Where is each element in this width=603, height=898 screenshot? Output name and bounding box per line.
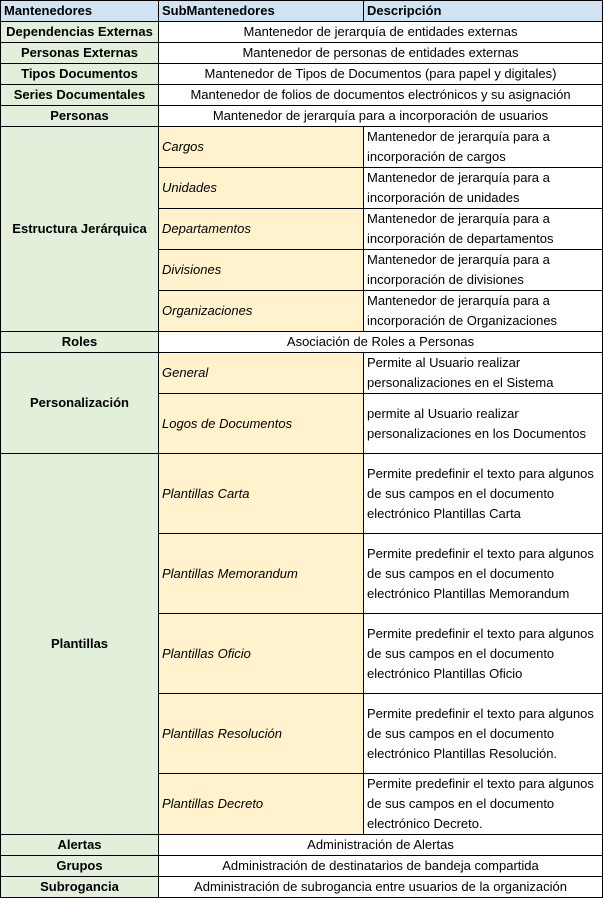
submantenedor-name: Plantillas Oficio [159, 614, 364, 694]
mantenedor-name: Estructura Jerárquica [1, 127, 159, 332]
description: Mantenedor de Tipos de Documentos (para papel y digitales) [159, 64, 603, 85]
submantenedor-name: Logos de Documentos [159, 394, 364, 454]
table-row [1, 106, 603, 127]
mantenedor-name: Personas Externas [1, 43, 159, 64]
submantenedor-name: Unidades [159, 168, 364, 209]
description: Mantenedor de personas de entidades externas [159, 43, 603, 64]
description: Mantenedor de jerarquía para a incorporación de departamentos [364, 209, 603, 250]
mantenedor-name: Roles [1, 332, 159, 353]
mantenedor-name: Subrogancia [1, 877, 159, 898]
header-mantenedores: Mantenedores [1, 1, 159, 22]
description: Asociación de Roles a Personas [159, 332, 603, 353]
table-row [1, 454, 603, 534]
header-submantenedores: SubMantenedores [159, 1, 364, 22]
table-row [1, 353, 603, 394]
submantenedor-name: Departamentos [159, 209, 364, 250]
mantenedor-name: Grupos [1, 856, 159, 877]
mantenedor-name: Series Documentales [1, 85, 159, 106]
description: Mantenedor de jerarquía para a incorporación de divisiones [364, 250, 603, 291]
description: Permite predefinir el texto para algunos de sus campos en el documento electrónico Decreto. [364, 774, 603, 835]
mantenedor-name: Plantillas [1, 454, 159, 835]
submantenedor-name: Organizaciones [159, 291, 364, 332]
mantenedor-name: Dependencias Externas [1, 22, 159, 43]
table-row [1, 877, 603, 898]
submantenedor-name: General [159, 353, 364, 394]
description: Mantenedor de jerarquía de entidades externas [159, 22, 603, 43]
header-row [1, 1, 603, 22]
description: Mantenedor de jerarquía para a incorporación de cargos [364, 127, 603, 168]
header-descripcion: Descripción [364, 1, 603, 22]
description: Permite predefinir el texto para algunos de sus campos en el documento electrónico Plantillas Memorandum [364, 534, 603, 614]
table-row [1, 85, 603, 106]
table-row [1, 835, 603, 856]
description: Permite al Usuario realizar personalizaciones en el Sistema [364, 353, 603, 394]
table-row [1, 856, 603, 877]
submantenedor-name: Divisiones [159, 250, 364, 291]
mantenedor-name: Alertas [1, 835, 159, 856]
mantenedor-name: Personas [1, 106, 159, 127]
description: Mantenedor de jerarquía para a incorporación de unidades [364, 168, 603, 209]
description: Permite predefinir el texto para algunos de sus campos en el documento electrónico Plantillas Carta [364, 454, 603, 534]
submantenedor-name: Plantillas Carta [159, 454, 364, 534]
submantenedor-name: Plantillas Memorandum [159, 534, 364, 614]
description: Administración de destinatarios de bandeja compartida [159, 856, 603, 877]
submantenedor-name: Plantillas Decreto [159, 774, 364, 835]
description: Permite predefinir el texto para algunos de sus campos en el documento electrónico Plantillas Resolución. [364, 694, 603, 774]
description: permite al Usuario realizar personalizaciones en los Documentos [364, 394, 603, 454]
description: Mantenedor de folios de documentos electrónicos y su asignación [159, 85, 603, 106]
description: Permite predefinir el texto para algunos de sus campos en el documento electrónico Plantillas Oficio [364, 614, 603, 694]
description: Administración de subrogancia entre usuarios de la organización [159, 877, 603, 898]
table-row [1, 127, 603, 168]
submantenedor-name: Plantillas Resolución [159, 694, 364, 774]
description: Administración de Alertas [159, 835, 603, 856]
description: Mantenedor de jerarquía para a incorporación de usuarios [159, 106, 603, 127]
description: Mantenedor de jerarquía para a incorporación de Organizaciones [364, 291, 603, 332]
table-row [1, 22, 603, 43]
table-row [1, 64, 603, 85]
mantenedor-name: Tipos Documentos [1, 64, 159, 85]
submantenedor-name: Cargos [159, 127, 364, 168]
table-row [1, 43, 603, 64]
mantenedor-name: Personalización [1, 353, 159, 454]
table-row [1, 332, 603, 353]
